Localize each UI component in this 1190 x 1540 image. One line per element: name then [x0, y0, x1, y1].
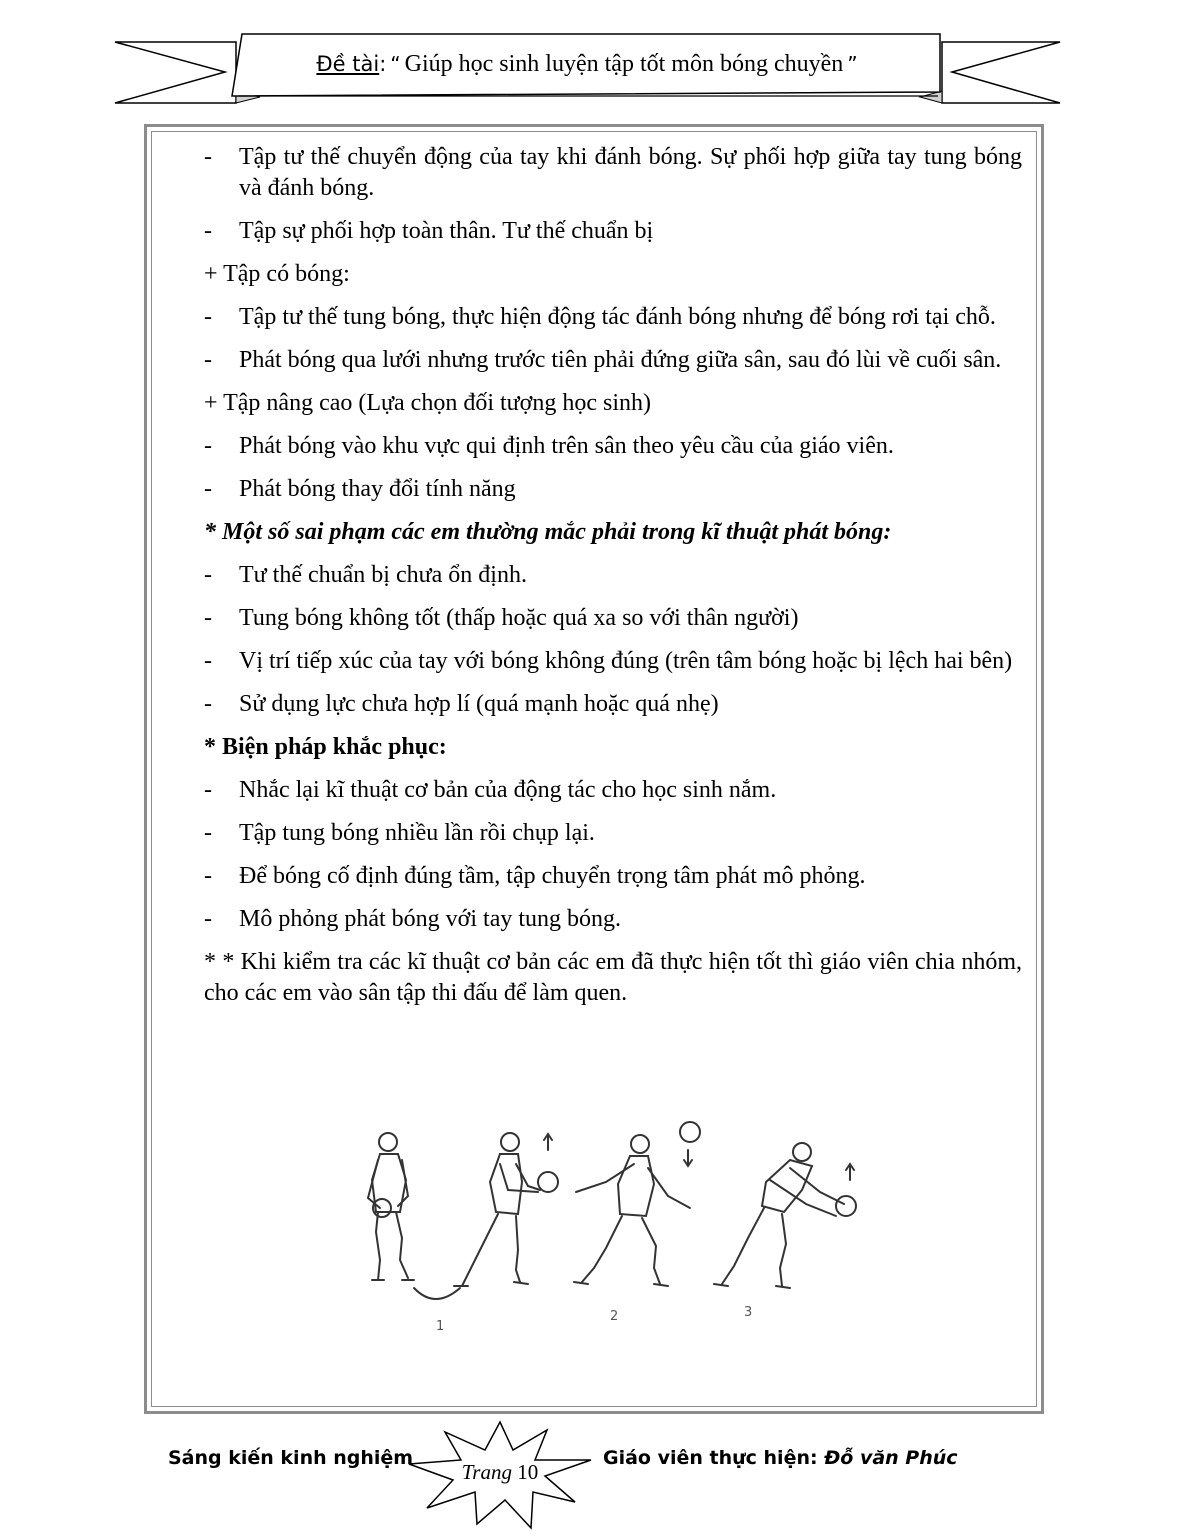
remedies-heading: * Biện pháp khắc phục:	[204, 734, 447, 760]
bullet-text: Phát bóng thay đổi tính năng	[239, 476, 516, 502]
bullet-item	[204, 474, 1022, 505]
bullet-text: Tập tung bóng nhiều lần rồi chụp lại.	[239, 820, 595, 846]
page-number-value: 10	[517, 1460, 539, 1484]
topic-label: Đề tài	[316, 52, 380, 76]
volleyball-3	[836, 1196, 856, 1216]
bullet-text: Tập tư thế tung bóng, thực hiện động tác đánh bóng nhưng để bóng rơi tại chỗ.	[239, 304, 996, 330]
bullet-text: Nhắc lại kĩ thuật cơ bản của động tác cho học sinh nắm.	[239, 777, 777, 803]
page-number	[440, 1460, 560, 1485]
bullet-text: Phát bóng qua lưới nhưng trước tiên phải đứng giữa sân, sau đó lùi về cuối sân.	[239, 347, 1002, 373]
bullet-item	[204, 345, 1022, 376]
teacher-name: Đỗ văn Phúc	[824, 1447, 958, 1469]
document-title	[236, 34, 942, 94]
errors-heading: * Một số sai phạm các em thường mắc phải trong kĩ thuật phát bóng:	[204, 519, 892, 545]
bullet-dash: -	[204, 820, 212, 846]
page-content	[204, 142, 1022, 1021]
bullet-dash: -	[204, 777, 212, 803]
bullet-item	[204, 216, 1022, 247]
bullet-item	[204, 431, 1022, 462]
bullet-text: Để bóng cố định đúng tầm, tập chuyển trọng tâm phát mô phỏng.	[239, 863, 866, 889]
figure-label-3: 3	[744, 1305, 753, 1320]
section-label: + Tập có bóng:	[204, 261, 350, 287]
bullet-dash: -	[204, 476, 212, 502]
bullet-item	[204, 142, 1022, 204]
bullet-text: Tập tư thế chuyển động của tay khi đánh bóng. Sự phối hợp giữa tay tung bóng và đánh bóng.	[239, 144, 1022, 201]
bullet-dash: -	[204, 691, 212, 717]
bullet-dash: -	[204, 347, 212, 373]
bullet-text: Tung bóng không tốt (thấp hoặc quá xa so với thân người)	[239, 605, 799, 631]
bullet-dash: -	[204, 218, 212, 244]
volleyball-1	[538, 1172, 558, 1192]
bullet-item	[204, 861, 1022, 892]
player-figure-2	[454, 1133, 540, 1286]
bullet-item	[204, 689, 1022, 720]
teacher-label: Giáo viên thực hiện:	[603, 1447, 818, 1469]
down-arrow-2	[684, 1150, 692, 1166]
bullet-item	[204, 646, 1022, 677]
bullet-item	[204, 302, 1022, 333]
player-figure-4	[714, 1143, 844, 1288]
bullet-dash: -	[204, 144, 212, 170]
bullet-item	[204, 775, 1022, 806]
bullet-text: Sử dụng lực chưa hợp lí (quá mạnh hoặc quá nhẹ)	[239, 691, 719, 717]
bullet-dash: -	[204, 304, 212, 330]
bullet-dash: -	[204, 562, 212, 588]
topic-colon: :	[379, 52, 387, 76]
open-quote: “	[390, 52, 401, 76]
bullet-text: Tư thế chuẩn bị chưa ổn định.	[239, 562, 527, 588]
bullet-dash: -	[204, 906, 212, 932]
bullet-dash: -	[204, 433, 212, 459]
player-figure-1	[368, 1133, 414, 1280]
player-figure-3	[574, 1135, 690, 1286]
serve-technique-illustration	[350, 1120, 870, 1340]
up-arrow-3	[846, 1164, 854, 1180]
bullet-item	[204, 818, 1022, 849]
bullet-text: Mô phỏng phát bóng với tay tung bóng.	[239, 906, 622, 932]
volleyball-2	[680, 1122, 700, 1142]
figure-label-1: 1	[436, 1319, 445, 1334]
up-arrow-1	[544, 1134, 552, 1150]
step-arc	[414, 1288, 460, 1299]
bullet-dash: -	[204, 648, 212, 674]
bullet-text: Vị trí tiếp xúc của tay với bóng không đúng (trên tâm bóng hoặc bị lệch hai bên)	[239, 648, 1013, 674]
bullet-dash: -	[204, 605, 212, 631]
bullet-dash: -	[204, 863, 212, 889]
figure-label-2: 2	[610, 1309, 619, 1324]
close-quote: ”	[847, 52, 858, 76]
bullet-text: Tập sự phối hợp toàn thân. Tư thế chuẩn bị	[239, 218, 654, 244]
bullet-item	[204, 904, 1022, 935]
closing-paragraph: * * Khi kiểm tra các kĩ thuật cơ bản các em đã thực hiện tốt thì giáo viên chia nhóm, cho các em vào sân tập thi đấu để làm quen.	[204, 949, 1022, 1006]
section-label: + Tập nâng cao (Lựa chọn đối tượng học sinh)	[204, 390, 652, 416]
bullet-item	[204, 603, 1022, 634]
bullet-item	[204, 560, 1022, 591]
topic-title: Giúp học sinh luyện tập tốt môn bóng chuyền	[404, 50, 844, 77]
bullet-text: Phát bóng vào khu vực qui định trên sân theo yêu cầu của giáo viên.	[239, 433, 894, 459]
page-word: Trang	[461, 1460, 512, 1484]
footer-teacher	[603, 1447, 958, 1469]
footer-document-type: Sáng kiến kinh nghiệm	[168, 1447, 414, 1469]
